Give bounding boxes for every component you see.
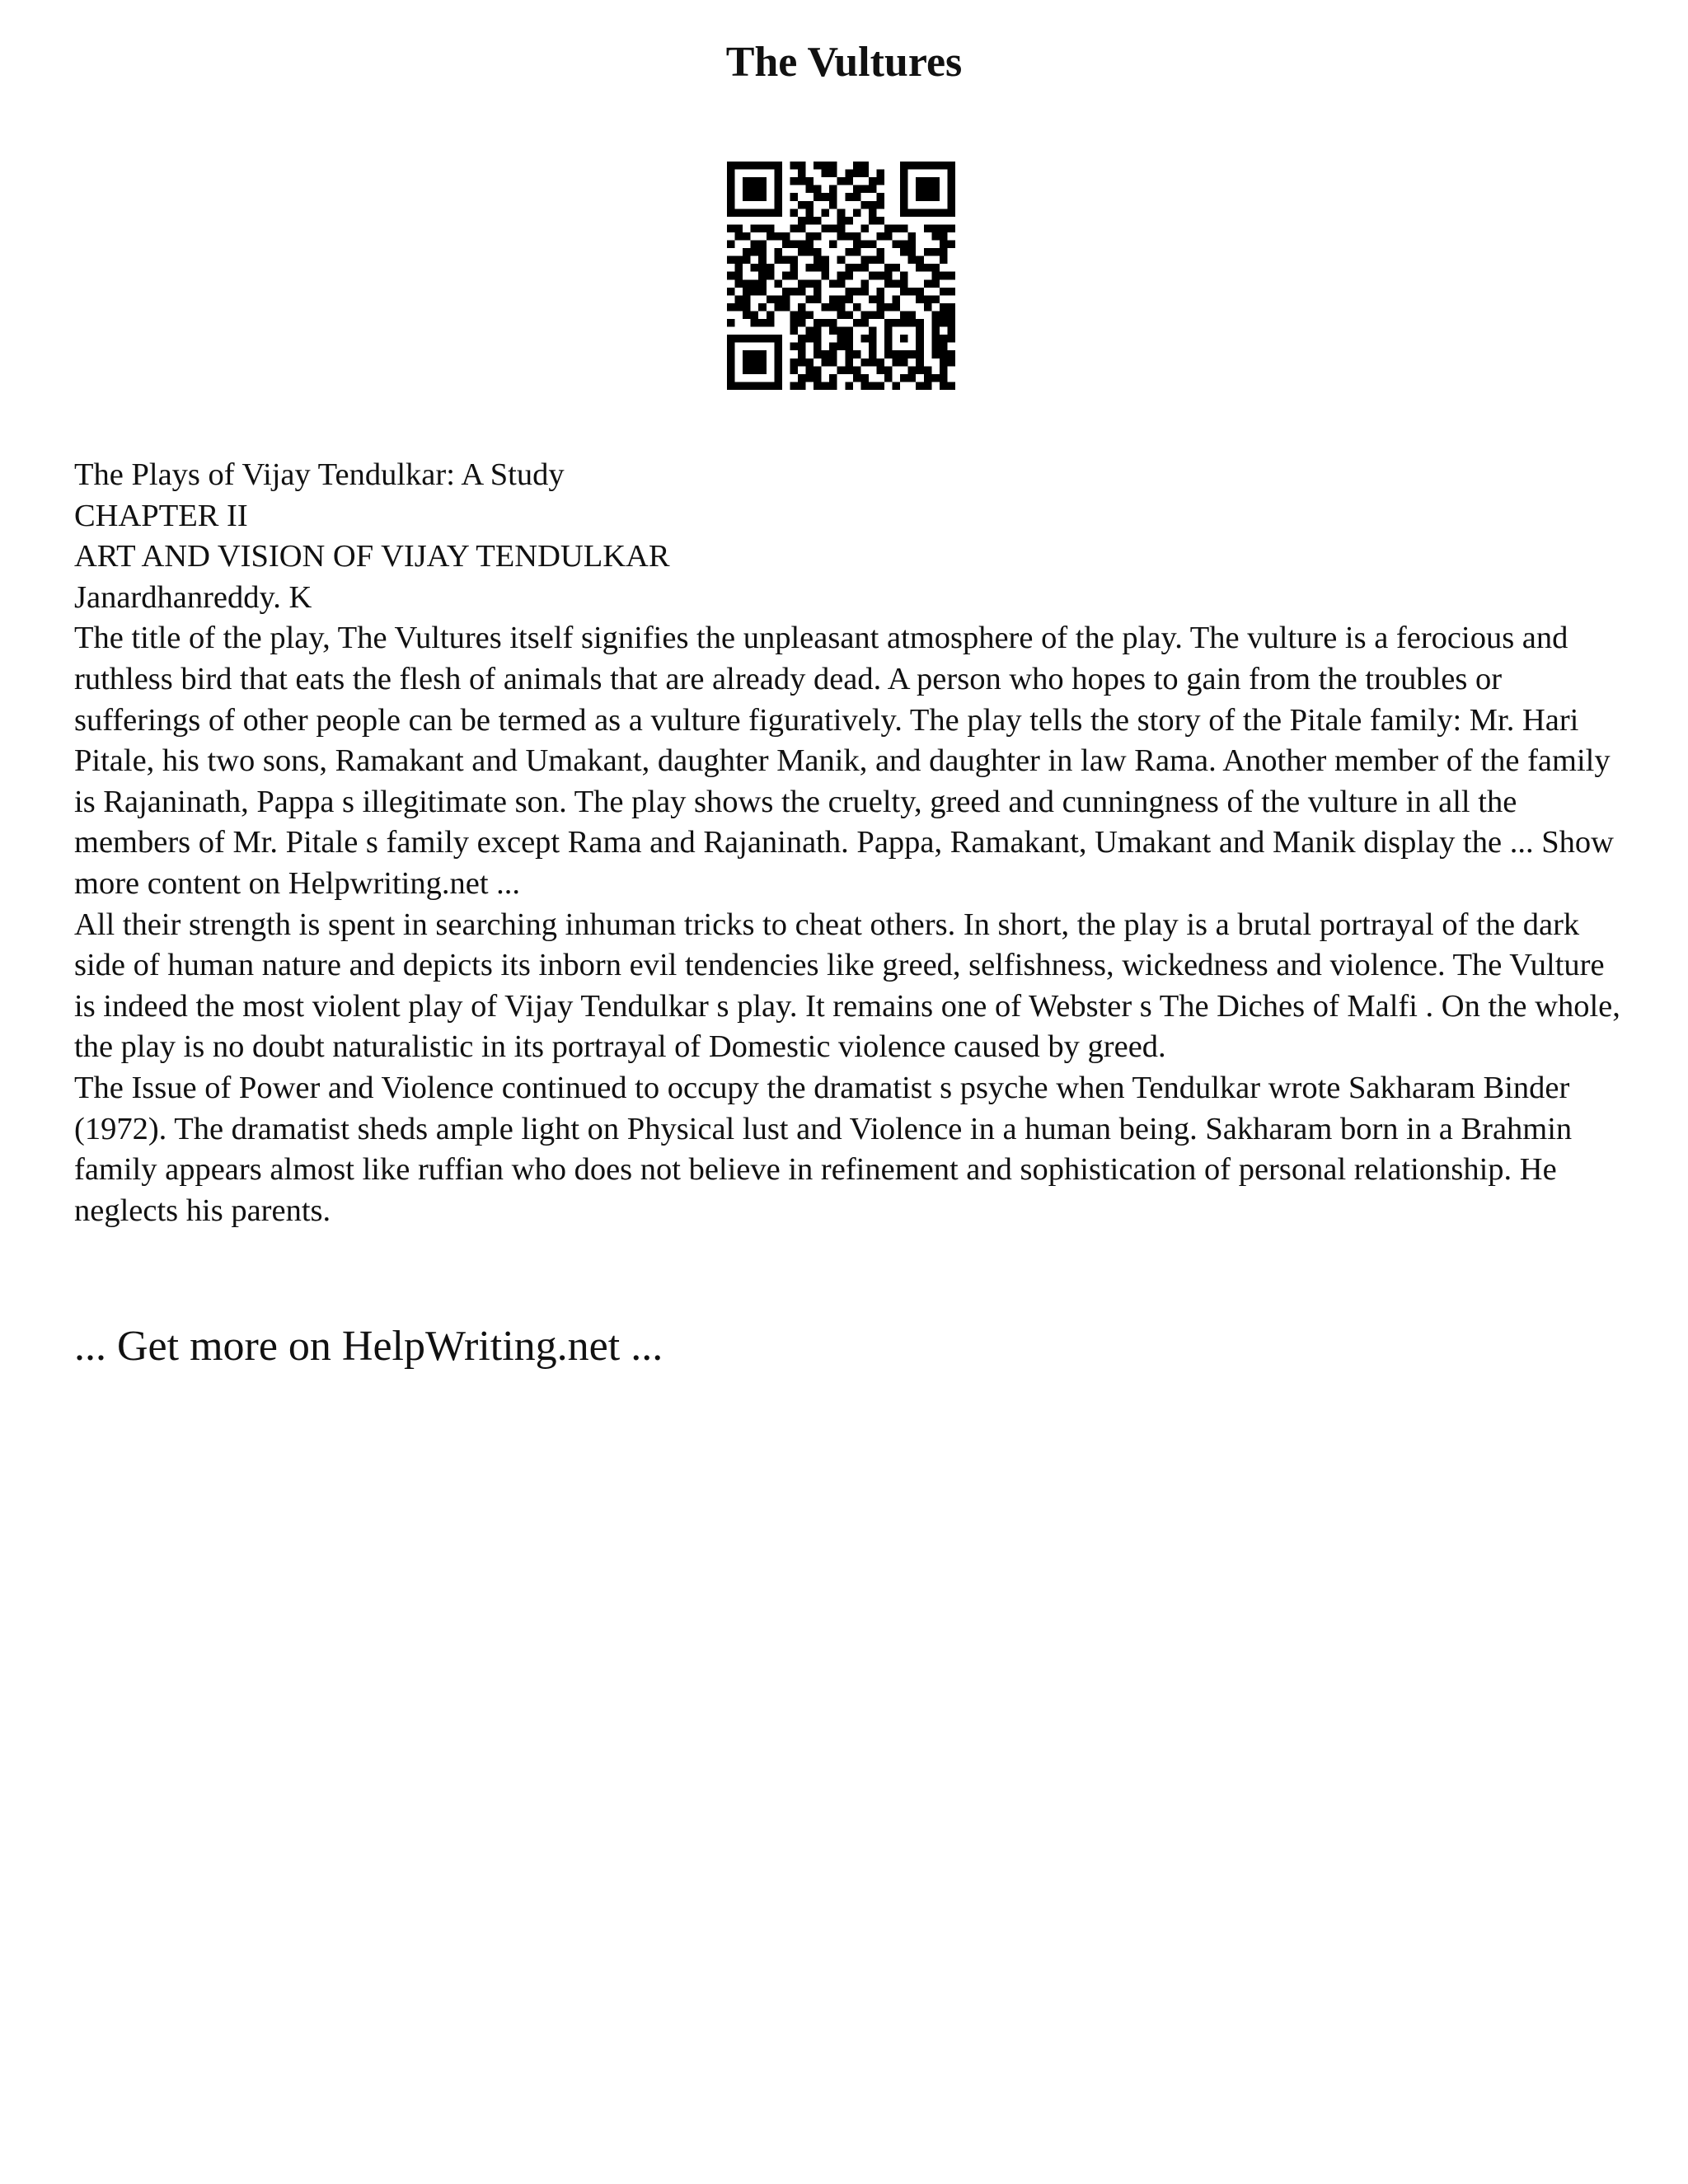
paragraph: The title of the play, The Vultures itself signifies the unpleasant atmosphere of the play. The vulture is a ferocious and ruthless bird that eats the flesh of animals that are already dead. A person who hopes to gain from the troubles or sufferings of other people can be termed as a vulture figuratively. The play tells the story of the Pitale family: Mr. Hari Pitale, his two sons, Ramakant and Umakant, daughter Manik, and daughter in law Rama. Another member of the family is Rajaninath, Pappa s illegitimate son. The play shows the cruelty, greed and cunningness of the vulture in all the members of Mr. Pitale s family except Rama and Rajaninath. Pappa, Ramakant, Umakant and Manik display the ... Show more content on Helpwriting.net ...	[74, 621, 1614, 901]
paragraph: The Issue of Power and Violence continued to occupy the dramatist s psyche when Tendulkar wrote Sakharam Binder (1972). The dramatist sheds ample light on Physical lust and Violence in a human being. Sakharam born in a Brahmin family appears almost like ruffian who does not believe in refinement and sophistication of personal relationship. He neglects his parents.	[74, 1070, 1573, 1228]
author-line: Janardhanreddy. K	[74, 579, 312, 615]
document-title: The Vultures	[725, 39, 963, 86]
document-body	[74, 455, 1624, 1231]
chapter-title-line: ART AND VISION OF VIJAY TENDULKAR	[74, 539, 670, 574]
book-title-line: The Plays of Vijay Tendulkar: A Study	[74, 457, 565, 492]
qr-code[interactable]	[727, 162, 955, 390]
get-more-link[interactable]: ... Get more on HelpWriting.net ...	[74, 1323, 663, 1370]
paragraph: All their strength is spent in searching inhuman tricks to cheat others. In short, the play is a brutal portrayal of the dark side of human nature and depicts its inborn evil tendencies like greed, selfishness, wickedness and violence. The Vulture is indeed the most violent play of Vijay Tendulkar s play. It remains one of Webster s The Diches of Malfi . On the whole, the play is no doubt naturalistic in its portrayal of Domestic violence caused by greed.	[74, 907, 1620, 1065]
chapter-line: CHAPTER II	[74, 498, 248, 533]
qr-code-icon	[727, 162, 955, 390]
